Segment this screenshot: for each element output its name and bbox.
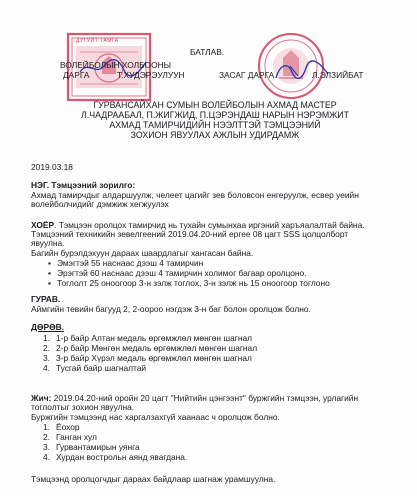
dance-text: Ёохор: [56, 422, 80, 432]
note-heading: Жич:: [31, 393, 52, 403]
left-org-line1: ВОЛЕЙБОЛЫН ХОЛБООНЫ: [60, 60, 172, 70]
award-item: 1. 1-р байр Алтан медаль өргөмжлөл мөнгөн шагнал: [43, 333, 252, 343]
left-org-name: Т.ХУДЭРЭУЛУУН: [117, 70, 185, 80]
note-text: тоглолтыг зохион явуулна.: [31, 402, 135, 412]
dance-item: 2. Ганган хул: [43, 432, 97, 442]
dance-item: 4. Хурдан вострольн аянд явагдана.: [43, 452, 188, 462]
award-text: 1-р байр Алтан медаль өргөмжлөл мөнгөн шагнал: [56, 333, 252, 343]
document-title-line2: Л.ЧАДРААБАЛ, П.ЖИГЖИД, П.ЦЭРЭНДАШ НАРЫН НЭРЭМЖИТ: [81, 110, 349, 120]
dance-text: Ганган хул: [56, 432, 97, 442]
dance-item: 1. Ёохор: [43, 422, 80, 432]
award-item: 4. Тусгай байр шагналтай: [43, 363, 147, 373]
section2-text: . Тэмцээн оролцох тамирчид нь тухайн сумынхаа иргэний харъяалалтай байна.: [54, 220, 365, 230]
award-text: 2-р байр Мөнгөн медаль өргөмжлөл мөнгөн шагнал: [56, 343, 258, 353]
section3-heading: ГУРАВ.: [31, 294, 61, 304]
document-title-line3: АХМАД ТАМИРЧИДИЙН НЭЭЛТТЭЙ ТЭМЦЭЭНИЙ: [109, 120, 321, 130]
left-org-line2: ДАРГА: [63, 70, 90, 80]
note-text: Буржгийн тэмцээнд нас харгалзахгүй хаанаас ч оролцож болно.: [31, 412, 280, 422]
dance-text: Гурвантамирын уянга: [56, 442, 140, 452]
section2-heading: ХОЁР: [31, 220, 55, 230]
dance-text: Хурдан вострольн аянд явагдана.: [56, 452, 188, 462]
section2-bullet: ▪ Эмэгтэй 55 наснаас дээш 4 тамирчин: [48, 258, 203, 268]
governor-label: ЗАСАГ ДАРГА: [219, 70, 275, 80]
closing-text: Тэмцээнд оролцогчдыг дараах байдлаар шагнаж урамшуулна.: [31, 474, 276, 484]
section1-text: Ахмад тамирчдыг алдаршуулж, челеет цагийг зев боловсон енгеруулж, есвер уеийн: [31, 190, 359, 200]
section2-bullet: ▪ Тоглолт 25 оноогоор 3-н зэлж тоглох, 3-н зэлж нь 15 оноогоор тоглоно: [48, 278, 330, 288]
section2-text: Тэмцээний техникийн зевелгеений 2019.04.20-ний ергее 08 цагт SSS цолцолборт: [31, 229, 349, 239]
section2-text: явуулна.: [31, 238, 65, 248]
approve-label: БАТЛАВ.: [190, 47, 225, 57]
section1-text: волейболчидийг дэмжиж хегжуулэх: [31, 199, 169, 209]
section1-heading: НЭГ. Тэмцээний зорилго:: [31, 180, 136, 190]
section4-heading: ДӨРӨВ.: [31, 322, 64, 332]
document-title-line1: ГУРВАНСАЙХАН СУМЫН ВОЛЕЙБОЛЫН АХМАД МАСТЕР: [93, 100, 337, 110]
document-title-line4: ЗОХИОН ЯВУУЛАХ АЖЛЫН УДИРДАМЖ: [130, 130, 300, 140]
award-text: Тусгай байр шагналтай: [56, 363, 147, 373]
governor-name: Л.ЭЛЗИЙБАТ: [312, 70, 364, 80]
section2-text: Багийн бурэлдэхуун дараах шаардлагыг хангасан байна.: [31, 248, 254, 258]
section3-text: Аймгийн тевийн багууд 2, 2-оороо нэгдэж 3-н баг болон оролцож болно.: [31, 304, 311, 314]
award-item: 2. 2-р байр Мөнгөн медаль өргөмжлөл мөнгөн шагнал: [43, 343, 258, 353]
award-item: 3. 3-р байр Хүрэл медаль өргөмжлөл мөнгөн шагнал: [43, 353, 252, 363]
award-text: 3-р байр Хүрэл медаль өргөмжлөл мөнгөн шагнал: [56, 353, 252, 363]
stamp-text: ДУГУЙТ ТАМГА: [76, 38, 119, 44]
section2-bullet: ▪ Эрэгтэй 60 наснаас дээш 4 тамирчин холимог багаар оролцоно.: [48, 268, 307, 278]
note-text: 2019.04.20-ний оройн 20 цагт "Нийтийн цэнгээнт" буржгийн тэмцээн, урлагийн: [51, 393, 359, 403]
dance-item: 3. Гурвантамирын уянга: [43, 442, 140, 452]
document-date: 2019.03.18: [31, 162, 73, 172]
